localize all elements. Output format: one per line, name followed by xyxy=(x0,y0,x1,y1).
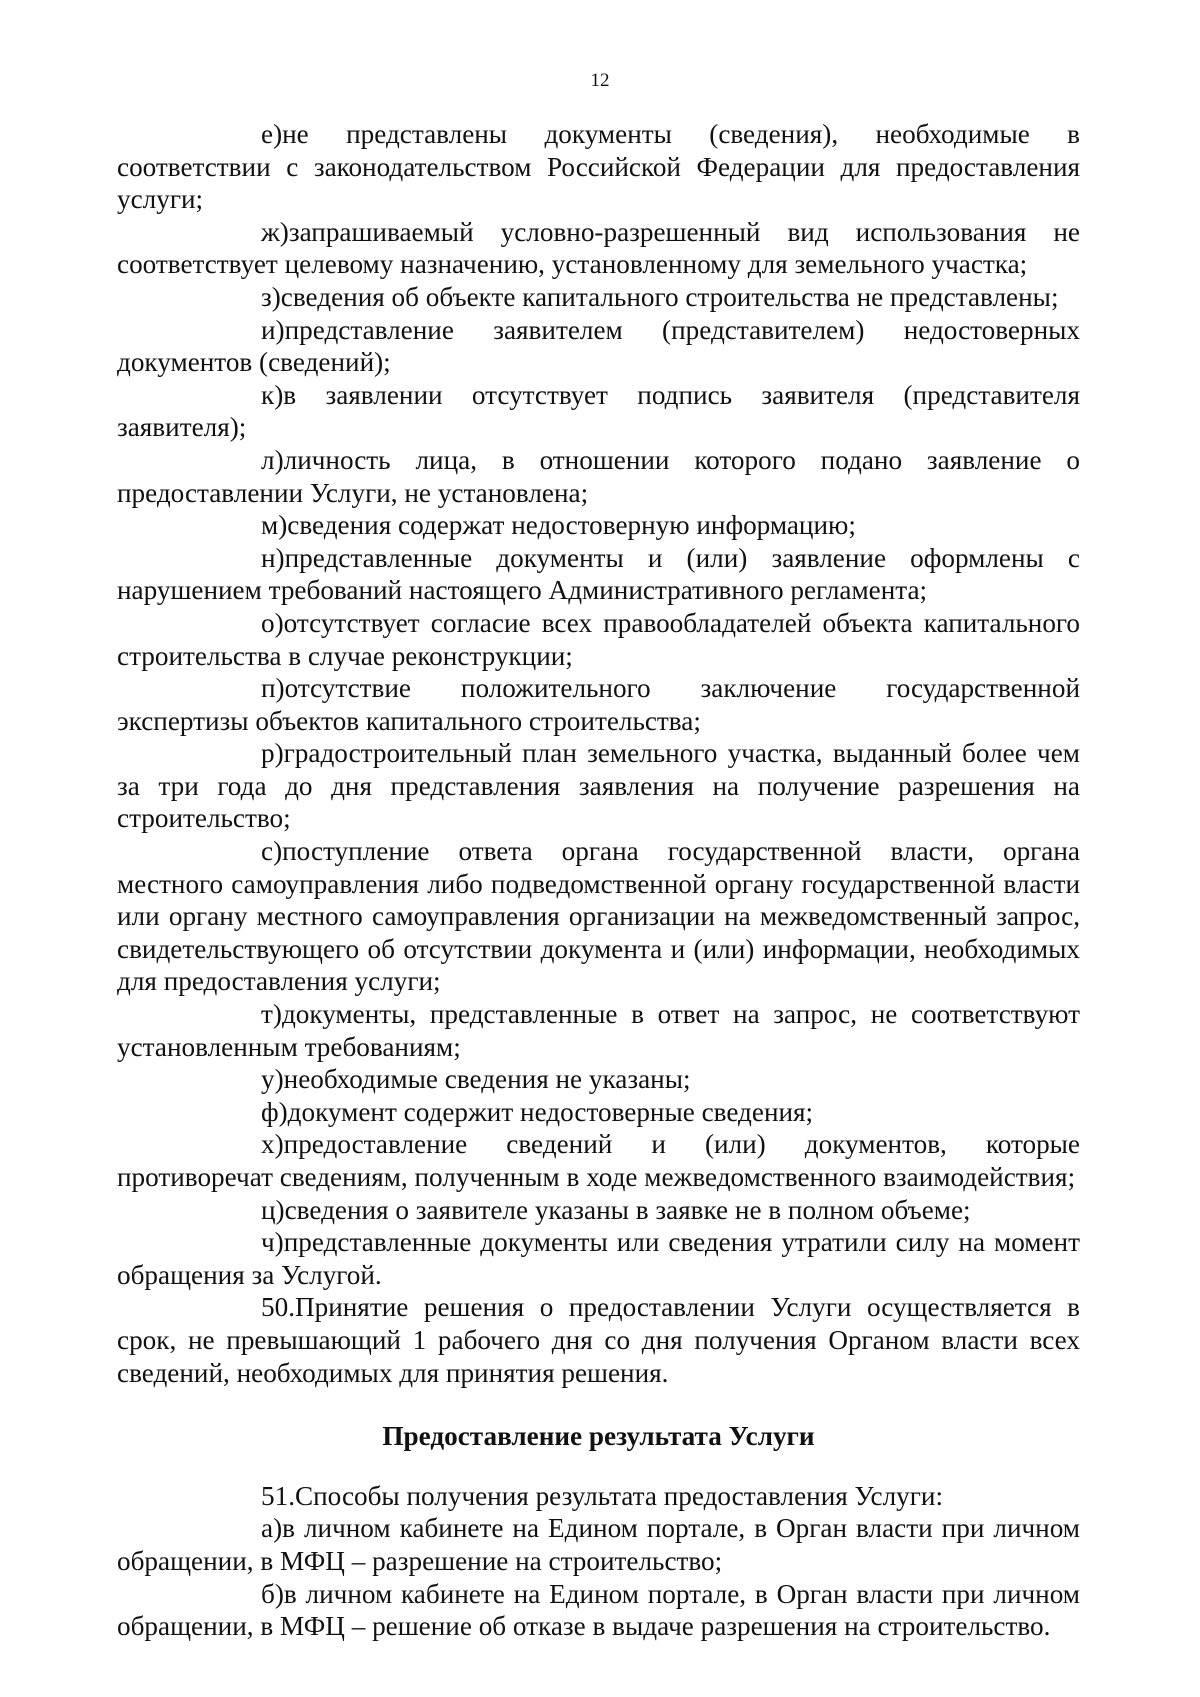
list-item-text: в заявлении отсутствует подпись заявителя (представителя заявителя); xyxy=(117,379,1080,443)
list-item-text: сведения содержат недостоверную информацию; xyxy=(287,510,856,541)
list-item-marker: к) xyxy=(261,379,284,410)
list-item-marker: п) xyxy=(261,673,285,704)
list-item-marker: с) xyxy=(261,836,283,867)
list-item-marker: у) xyxy=(261,1064,284,1095)
list-item-marker: х) xyxy=(261,1129,284,1160)
list-item-marker: ж) xyxy=(261,216,289,247)
result-methods-list xyxy=(117,1512,1080,1642)
list-item xyxy=(117,314,1080,379)
refusal-grounds-list xyxy=(117,118,1080,1291)
paragraph-text: Принятие решения о предоставлении Услуги осуществляется в срок, не превышающий 1 рабочего дня со дня получения Органом власти всех сведений, необходимых для принятия решения. xyxy=(117,1292,1080,1388)
paragraph-50 xyxy=(117,1291,1080,1389)
list-item-text: в личном кабинете на Едином портале, в Орган власти при личном обращении, в МФЦ – решение об отказе в выдаче разрешения на строительство. xyxy=(117,1578,1080,1642)
paragraph-number: 51. xyxy=(261,1480,295,1511)
page-number: 12 xyxy=(590,70,610,91)
list-item-marker: т) xyxy=(261,999,282,1030)
list-item-marker: ч) xyxy=(261,1227,284,1258)
list-item-text: поступление ответа органа государственной власти, органа местного самоуправления либо подведомственной органу государственной власти или органу местного самоуправления организации на межведомственный запрос, свидетельствующего об отсутствии документа и (или) информации, необходимых для предоставления услуги; xyxy=(117,836,1080,997)
list-item-marker: р) xyxy=(261,738,284,769)
list-item xyxy=(117,542,1080,607)
list-item xyxy=(117,737,1080,835)
list-item xyxy=(117,835,1080,998)
list-item-marker: м) xyxy=(261,510,288,541)
list-item-text: не представлены документы (сведения), необходимые в соответствии с законодательством Российской Федерации для предоставления услуги; xyxy=(117,119,1080,215)
list-item-text: представленные документы и (или) заявление оформлены с нарушением требований настоящего Административного регламента; xyxy=(117,542,1080,606)
list-item xyxy=(117,1096,1080,1129)
list-item xyxy=(117,216,1080,281)
list-item xyxy=(117,1578,1080,1643)
list-item xyxy=(117,118,1080,216)
list-item-text: запрашиваемый условно-разрешенный вид использования не соответствует целевому назначению, установленному для земельного участка; xyxy=(117,216,1080,280)
list-item xyxy=(117,379,1080,444)
list-item-text: личность лица, в отношении которого подано заявление о предоставлении Услуги, не установлена; xyxy=(117,444,1080,508)
list-item xyxy=(117,607,1080,672)
list-item-text: необходимые сведения не указаны; xyxy=(283,1064,691,1095)
list-item-text: в личном кабинете на Едином портале, в Орган власти при личном обращении, в МФЦ – разрешение на строительство; xyxy=(117,1513,1080,1576)
section-title: Предоставление результата Услуги xyxy=(382,1421,815,1452)
list-item xyxy=(117,281,1080,314)
paragraph-number: 50. xyxy=(261,1292,295,1323)
list-item-marker: з) xyxy=(261,281,281,312)
list-item-text: представленные документы или сведения утратили силу на момент обращения за Услугой. xyxy=(117,1227,1080,1290)
list-item-text: сведения о заявителе указаны в заявке не в полном объеме; xyxy=(284,1194,971,1225)
list-item-marker: ц) xyxy=(261,1194,285,1225)
list-item-text: предоставление сведений и (или) документов, которые противоречат сведениям, полученным в ходе межведомственного взаимодействия; xyxy=(117,1129,1080,1192)
list-item-text: отсутствует согласие всех правообладателей объекта капитального строительства в случае реконструкции; xyxy=(117,607,1080,671)
list-item-marker: е) xyxy=(261,119,283,149)
list-item-marker: н) xyxy=(261,542,285,573)
list-item-text: сведения об объекте капитального строительства не представлены; xyxy=(280,281,1059,312)
list-item-text: документы, представленные в ответ на запрос, не соответствуют установленным требованиям; xyxy=(117,999,1080,1062)
list-item xyxy=(117,1128,1080,1193)
list-item-marker: о) xyxy=(261,607,284,638)
document-body xyxy=(117,118,1080,1643)
list-item xyxy=(117,1512,1080,1577)
paragraph-51 xyxy=(117,1480,1080,1513)
list-item-marker: б) xyxy=(261,1578,284,1609)
list-item-text: отсутствие положительного заключение государственной экспертизы объектов капитального строительства; xyxy=(117,673,1080,736)
list-item-text: документ содержит недостоверные сведения; xyxy=(287,1096,814,1127)
list-item xyxy=(117,1063,1080,1096)
list-item xyxy=(117,509,1080,542)
list-item-marker: л) xyxy=(261,444,284,475)
list-item-marker: и) xyxy=(261,314,285,345)
list-item-text: представление заявителем (представителем) недостоверных документов (сведений); xyxy=(117,314,1080,378)
list-item xyxy=(117,1194,1080,1227)
list-item xyxy=(117,444,1080,509)
paragraph-text: Способы получения результата предоставления Услуги: xyxy=(294,1480,944,1511)
list-item xyxy=(117,1226,1080,1291)
list-item xyxy=(117,998,1080,1063)
list-item-marker: а) xyxy=(261,1513,283,1544)
list-item-text: градостроительный план земельного участка, выданный более чем за три года до дня представления заявления на получение разрешения на строительство; xyxy=(117,738,1080,834)
list-item-marker: ф) xyxy=(261,1096,288,1127)
list-item xyxy=(117,672,1080,737)
